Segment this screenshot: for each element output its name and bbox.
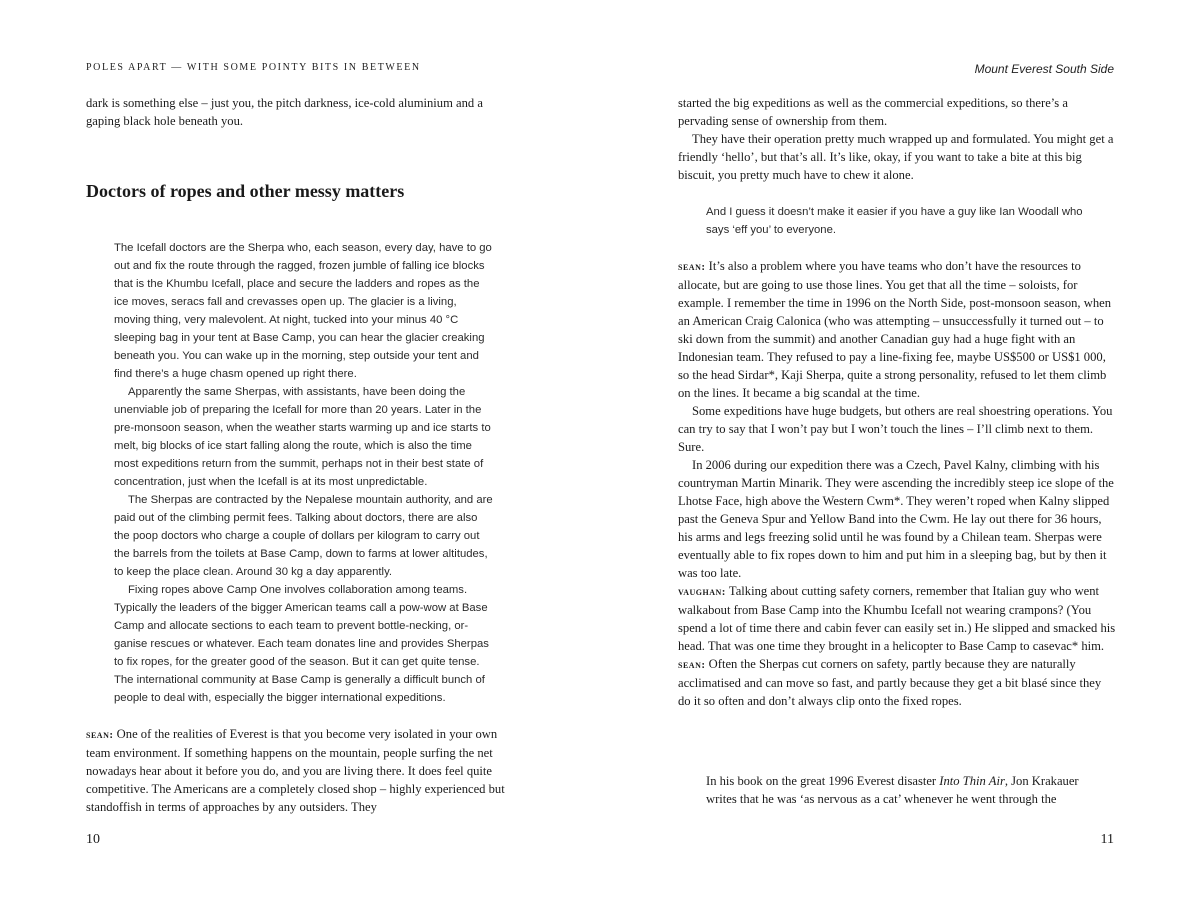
right-page	[600, 0, 1200, 918]
sean-paragraph	[86, 725, 518, 816]
opening-text: dark is something else – just you, the pitch darkness, ice-cold aluminium and a gaping black hole beneath you.	[86, 96, 483, 128]
speaker-label: vaughan:	[678, 586, 726, 598]
aside-krakauer-before: In his book on the great 1996 Everest disaster	[706, 774, 937, 788]
sean-text-2: It’s also a problem where you have teams who don’t have the resources to allocate, but are going to use those lines. You get that all the time – soloists, for example. I remember the time in 1996 on the North Side, post-monsoon season, when an American Craig Calonica (who was attempting – unsuccessfully it turned out – to ski down from the summit) and another Canadian guy had a huge fight with an Indonesian team. They refused to pay a line-fixing fee, maybe US$500 or US$1 000, so the head Sirdar*, Kaji Sherpa, quite a strong personality, refused to let them climb on the lines. It became a big scandal at the time.	[678, 259, 1111, 400]
running-head-right: Mount Everest South Side	[974, 62, 1114, 76]
sidebar-para-1: The Icefall doctors are the Sherpa who, each season, every day, have to go out and fix the route through the ragged, frozen jumble of falling ice blocks that is the Khumbu Icefall, place and secure the ladders and ropes as the ice moves, seracs fall and crevasses open up. The glacier is a living, moving thing, very malevolent. At night, tucked into your minus 40 °C sleeping bag in your tent at Base Camp, you can hear the glacier creaking beneath you. You can wake up in the morning, step outside your tent and find there’s a huge chasm opened up right there.	[114, 242, 492, 380]
aside-krakauer-after: , Jon Krakauer writes that he was ‘as nervous as a cat’ whenever he went through the	[706, 774, 1079, 806]
page-number-left: 10	[86, 832, 100, 847]
page-number-right: 11	[1100, 832, 1114, 847]
right-para-1: started the big expeditions as well as the commercial expeditions, so there’s a pervading sense of ownership from them.	[678, 96, 1068, 128]
right-opening-block	[678, 94, 1116, 184]
vaughan-text: Talking about cutting safety corners, remember that Italian guy who went walkabout from Base Camp into the Khumbu Icefall not wearing crampons? (You spend a lot of time there and cabin fever can easily set in.) He slipped and smacked his head. That was one time they brought in a helicopter to Base Camp to casevac* him.	[678, 584, 1116, 653]
aside-woodall-text: And I guess it doesn’t make it easier if you have a guy like Ian Woodall who says ‘eff you’ to everyone.	[706, 206, 1083, 236]
sidebar-para-3: The Sherpas are contracted by the Nepalese mountain authority, and are paid out of the climbing permit fees. Talking about doctors, there are also the poop doctors who charge a couple of dollars per kilogram to carry out the barrels from the toilets at Base Camp, down to farms at lower altitudes, to keep the place clean. Around 30 kg a day apparently.	[114, 494, 493, 578]
section-heading-block	[86, 181, 526, 202]
sean-text-3: Often the Sherpas cut corners on safety, partly because they are naturally acclimatised and can move so fast, and partly because they get a bit blasé since they do it so often and don’t always clip onto the fixed ropes.	[678, 657, 1102, 708]
right-para-4: In 2006 during our expedition there was a Czech, Pavel Kalny, climbing with his countryman Martin Minarik. They were ascending the incredibly steep ice slope of the Lhotse Face, high above the Western Cwm*. They weren’t roped when Kalny slipped past the Geneva Spur and Yellow Band into the Cwm. He lay out there for 36 hours, his arms and legs freezing solid until he was found by a Chilean team. Sherpas were eventually able to fix ropes down to him and put him in a sleeping bag, but by then it was too late.	[678, 458, 1114, 580]
sidebar-para-2: Apparently the same Sherpas, with assistants, have been doing the unenviable job of preparing the Icefall for more than 20 years. Later in the pre-monsoon season, when the weather starts warming up and ice starts to melt, big blocks of ice start falling along the route, which is also the time most expeditions return from the summit, perhaps not in their best state of concentration, just when the Icefall is at its most unpredictable.	[114, 386, 491, 488]
right-main-block	[678, 257, 1116, 710]
opening-paragraph	[86, 94, 518, 130]
sidebar-para-4: Fixing ropes above Camp One involves collaboration among teams. Typically the leaders of the bigger American teams call a pow-wow at Base Camp and allocate sections to each team to prevent bottle-necking, or-ganise rescues or whatever. Each team donates line and provides Sherpas to fix ropes, for the greater good of the season. But it can get quite tense. The international community at Base Camp is generally a difficult bunch of people to deal with, especially the bigger international expeditions.	[114, 584, 489, 704]
book-title: Into Thin Air	[939, 774, 1005, 788]
running-head-left: POLES APART — WITH SOME POINTY BITS IN BETWEEN	[86, 62, 421, 73]
icefall-sidebar	[114, 239, 494, 707]
speaker-label: sean:	[678, 659, 706, 671]
speaker-label: sean:	[678, 261, 706, 273]
right-para-3: Some expeditions have huge budgets, but others are real shoestring operations. You can try to say that I won’t pay but I won’t touch the lines – I’ll climb next to them. Sure.	[678, 404, 1113, 454]
aside-woodall	[706, 203, 1096, 239]
right-para-2: They have their operation pretty much wrapped up and formulated. You might get a friendly ‘hello’, but that’s all. It’s like, okay, if you want to take a bite at this big biscuit, you pretty much have to chew it alone.	[678, 132, 1114, 182]
speaker-label: sean:	[86, 729, 114, 741]
sean-text: One of the realities of Everest is that you become very isolated in your own team environment. If something happens on the mountain, people surfing the net nowadays hear about it before you do, and you are living there. It does feel quite competitive. The Americans are a completely closed shop – highly experienced but standoffish in terms of approaches by any outsiders. They	[86, 727, 505, 814]
section-heading: Doctors of ropes and other messy matters	[86, 181, 405, 201]
aside-krakauer	[706, 772, 1096, 808]
